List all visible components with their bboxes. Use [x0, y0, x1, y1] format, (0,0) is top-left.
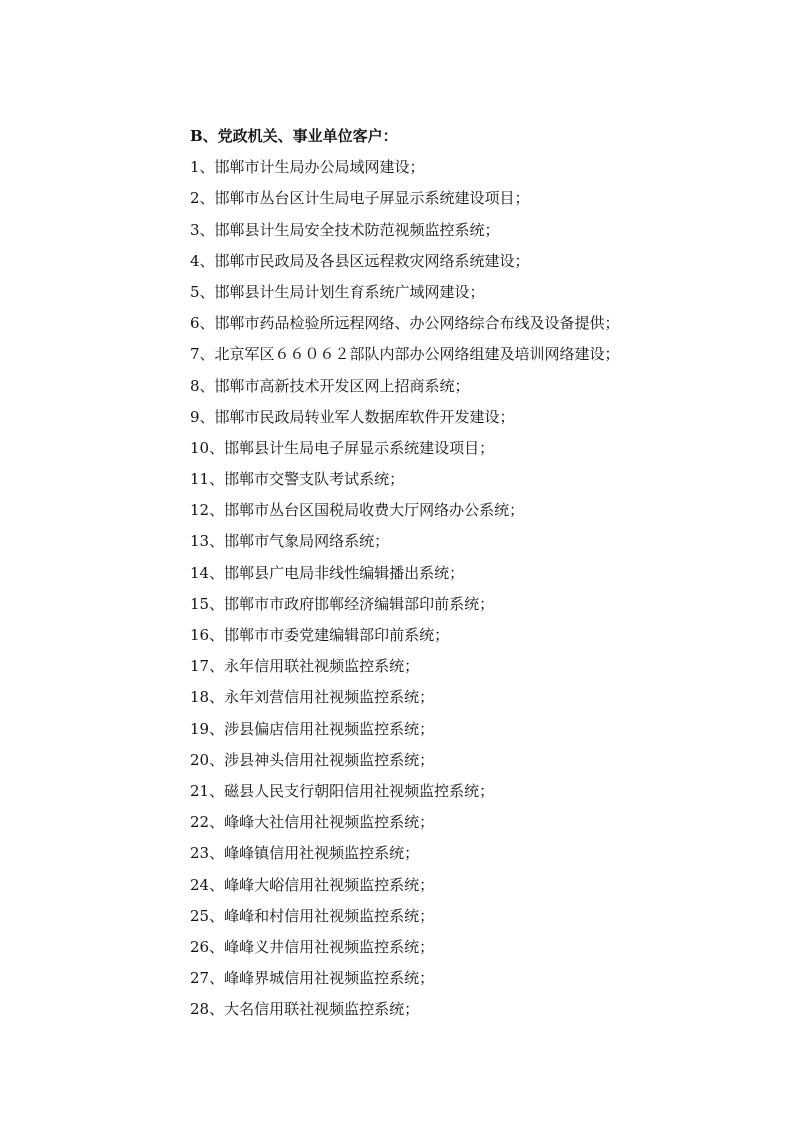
list-item: 18、永年刘营信用社视频监控系统； — [190, 688, 435, 707]
list-item: 26、峰峰义井信用社视频监控系统； — [190, 937, 435, 956]
list-item: 21、磁县人民支行朝阳信用社视频监控系统； — [190, 781, 495, 800]
list-item: 4、邯郸市民政局及各县区远程救灾网络系统建设； — [190, 251, 530, 270]
list-item: 28、大名信用联社视频监控系统； — [190, 1000, 420, 1019]
document-body — [190, 121, 690, 1025]
list-item: 12、邯郸市丛台区国税局收费大厅网络办公系统； — [190, 501, 525, 520]
list-item: 15、邯郸市市政府邯郸经济编辑部印前系统； — [190, 594, 495, 613]
list-item: 17、永年信用联社视频监控系统； — [190, 657, 420, 676]
list-item: 3、邯郸县计生局安全技术防范视频监控系统； — [190, 220, 500, 239]
list-item: 27、峰峰界城信用社视频监控系统； — [190, 969, 435, 988]
list-item: 13、邯郸市气象局网络系统； — [190, 532, 390, 551]
list-item: 14、邯郸县广电局非线性编辑播出系统； — [190, 563, 465, 582]
list-item: 1、邯郸市计生局办公局域网建设； — [190, 158, 425, 177]
list-item: 16、邯郸市市委党建编辑部印前系统； — [190, 626, 450, 644]
list-item: 5、邯郸县计生局计划生育系统广域网建设； — [190, 282, 485, 301]
list-item: 10、邯郸县计生局电子屏显示系统建设项目； — [190, 438, 495, 457]
list-item: 8、邯郸市高新技术开发区网上招商系统； — [190, 376, 470, 395]
list-item: 2、邯郸市丛台区计生局电子屏显示系统建设项目； — [190, 189, 530, 208]
list-item: 6、邯郸市药品检验所远程网络、办公网络综合布线及设备提供； — [190, 314, 620, 333]
list-item: 23、峰峰镇信用社视频监控系统； — [190, 844, 420, 863]
list-item: 7、北京军区６６０６２部队内部办公网络组建及培训网络建设； — [190, 345, 620, 364]
list-item: 22、峰峰大社信用社视频监控系统； — [190, 813, 435, 832]
list-item: 24、峰峰大峪信用社视频监控系统； — [190, 875, 435, 894]
client-list — [190, 152, 690, 1025]
list-item: 9、邯郸市民政局转业军人数据库软件开发建设； — [190, 407, 515, 426]
list-item: 25、峰峰和村信用社视频监控系统； — [190, 906, 435, 925]
list-item: 19、涉县偏店信用社视频监控系统； — [190, 719, 435, 738]
list-item: 11、邯郸市交警支队考试系统； — [190, 470, 405, 489]
section-heading: B、党政机关、事业单位客户： — [190, 127, 398, 145]
list-item: 20、涉县神头信用社视频监控系统； — [190, 750, 435, 769]
